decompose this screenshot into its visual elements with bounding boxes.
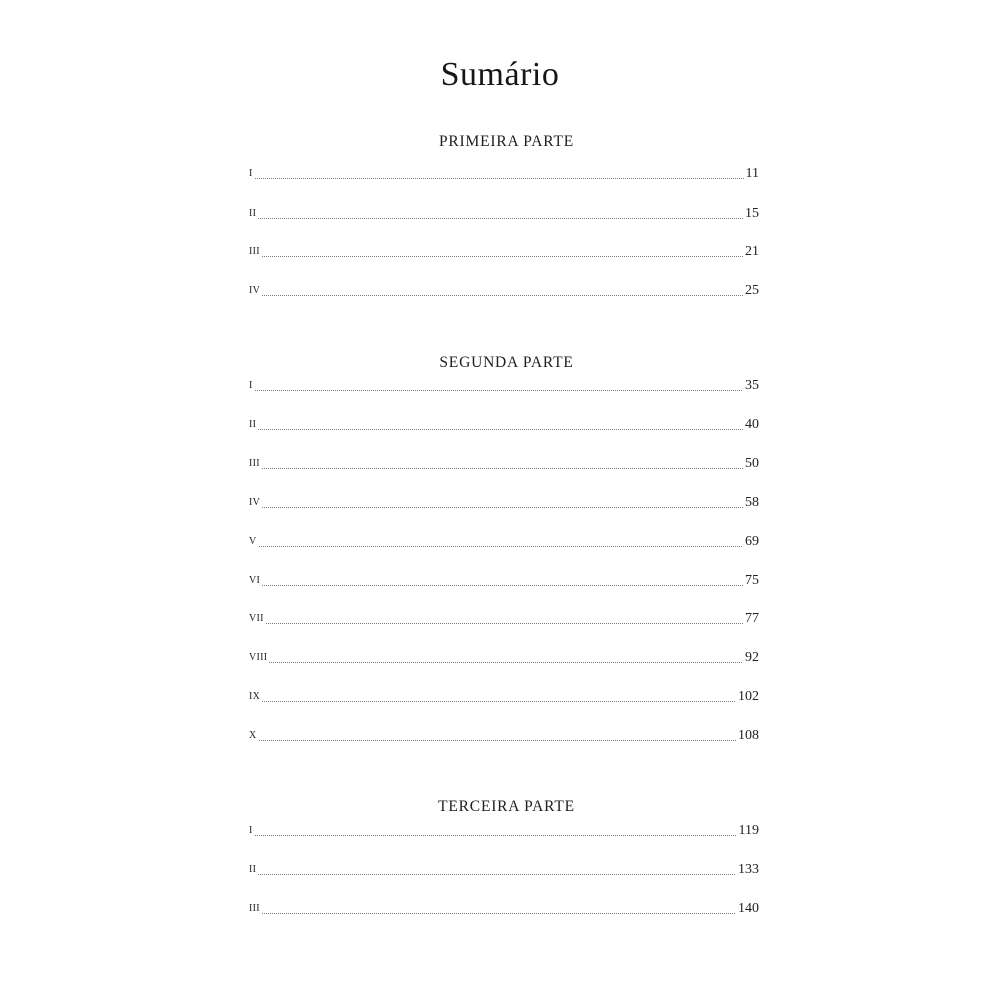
chapter-number: VII [249, 613, 264, 624]
toc-entry[interactable] [249, 494, 759, 510]
chapter-number: IV [249, 497, 261, 508]
part-heading-primeira: PRIMEIRA PARTE [438, 133, 575, 150]
chapter-number: I [249, 168, 253, 179]
dot-leader [262, 468, 743, 469]
dot-leader [262, 913, 736, 914]
page-number: 11 [745, 166, 759, 181]
dot-leader [266, 623, 743, 624]
chapter-number: I [249, 825, 253, 836]
dot-leader [255, 178, 744, 179]
page-number: 40 [745, 417, 759, 432]
page-number: 133 [738, 862, 759, 877]
page-number: 77 [745, 611, 759, 626]
page-number: 25 [745, 283, 759, 298]
dot-leader [262, 256, 743, 257]
toc-entry[interactable] [249, 533, 759, 549]
toc-entry[interactable] [249, 282, 759, 298]
toc-entry[interactable] [249, 688, 759, 704]
dot-leader [262, 701, 736, 702]
chapter-number: VIII [249, 652, 268, 663]
dot-leader [262, 295, 743, 296]
chapter-number: IV [249, 285, 261, 296]
page-number: 35 [745, 378, 759, 393]
page-number: 140 [738, 901, 759, 916]
part-heading-segunda: SEGUNDA PARTE [439, 354, 574, 371]
toc-entry[interactable] [249, 165, 759, 181]
page-number: 21 [745, 244, 759, 259]
toc-entry[interactable] [249, 416, 759, 432]
part-heading-terceira: TERCEIRA PARTE [438, 798, 575, 815]
page-number: 119 [738, 823, 759, 838]
page-number: 50 [745, 456, 759, 471]
toc-entry[interactable] [249, 243, 759, 259]
page-number: 92 [745, 650, 759, 665]
chapter-number: III [249, 246, 260, 257]
chapter-number: II [249, 864, 257, 875]
toc-entry[interactable] [249, 727, 759, 743]
page-number: 69 [745, 534, 759, 549]
page-number: 102 [738, 689, 759, 704]
chapter-number: II [249, 208, 257, 219]
dot-leader [258, 874, 736, 875]
toc-entry[interactable] [249, 610, 759, 626]
page-title: Sumário [440, 56, 560, 93]
dot-leader [259, 740, 736, 741]
page-number: 58 [745, 495, 759, 510]
chapter-number: III [249, 903, 260, 914]
chapter-number: X [249, 730, 257, 741]
toc-entry[interactable] [249, 861, 759, 877]
dot-leader [262, 507, 743, 508]
toc-entry[interactable] [249, 377, 759, 393]
toc-entry[interactable] [249, 822, 759, 838]
dot-leader [258, 218, 743, 219]
page-number: 75 [745, 573, 759, 588]
dot-leader [269, 662, 743, 663]
toc-entry[interactable] [249, 900, 759, 916]
chapter-number: III [249, 458, 260, 469]
dot-leader [258, 429, 743, 430]
chapter-number: V [249, 536, 257, 547]
dot-leader [255, 390, 743, 391]
toc-entry[interactable] [249, 455, 759, 471]
toc-entry[interactable] [249, 649, 759, 665]
dot-leader [259, 546, 743, 547]
toc-entry[interactable] [249, 572, 759, 588]
chapter-number: II [249, 419, 257, 430]
toc-entry[interactable] [249, 205, 759, 221]
dot-leader [262, 585, 743, 586]
dot-leader [255, 835, 737, 836]
page-number: 15 [745, 206, 759, 221]
chapter-number: I [249, 380, 253, 391]
chapter-number: VI [249, 575, 261, 586]
page-number: 108 [738, 728, 759, 743]
chapter-number: IX [249, 691, 261, 702]
